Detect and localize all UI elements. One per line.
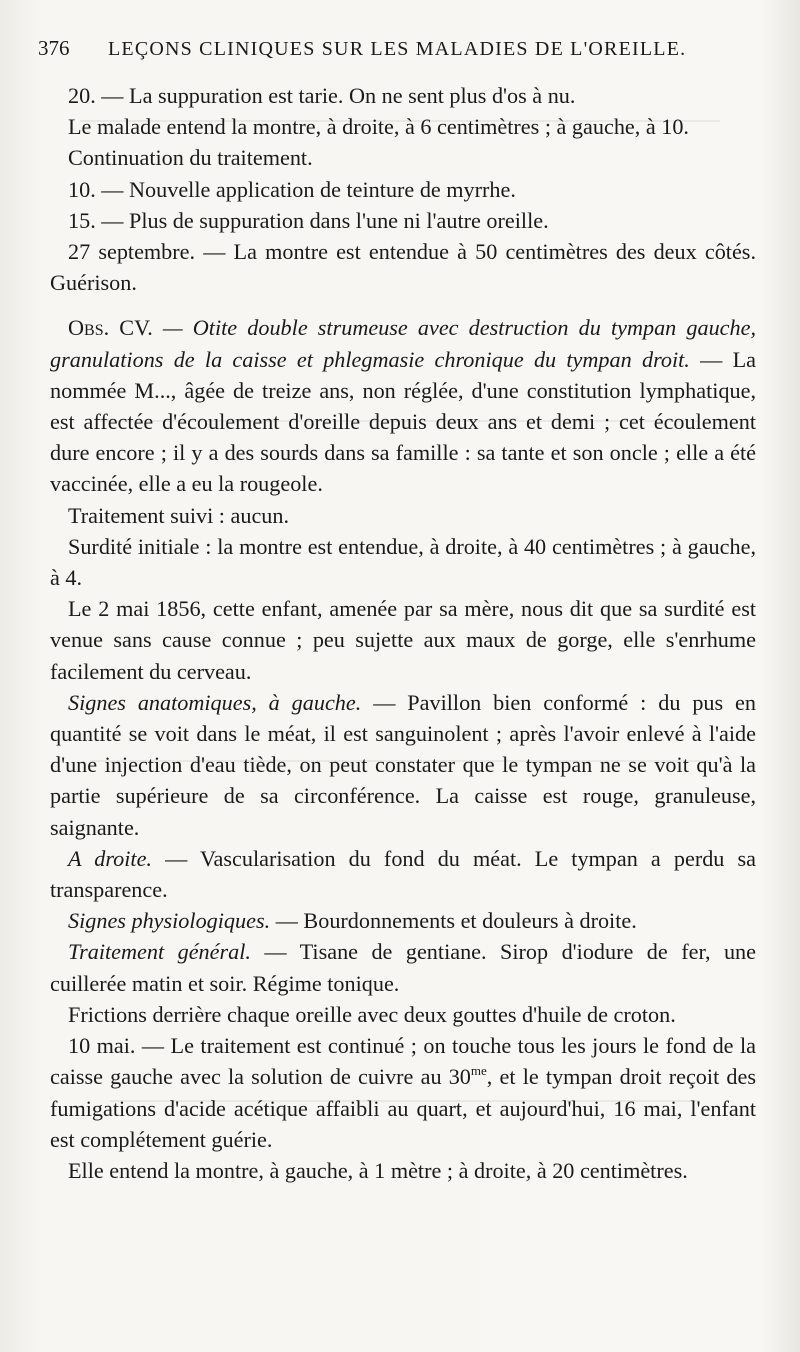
observation-label: Obs. CV. [68,315,153,341]
paragraph [50,936,756,998]
paragraph-text: — La nommée M..., âgée de treize ans, non réglée, d'une constitution lymphatique, est affectée d'écoulement d'oreille depuis deux ans et demi ; cet écoulement dure encore ; il y a des sourds dans sa famille : sa tante et son oncle ; elle a été vaccinée, elle a eu la rougeole. [50,346,756,497]
paragraph-text: Surdité initiale : la montre est entendue, à droite, à 40 centimètres ; à gauche, à 4. [50,533,756,591]
running-header [38,36,758,70]
paragraph-text: Elle entend la montre, à gauche, à 1 mètre ; à droite, à 20 centimètres. [68,1157,688,1183]
paragraph-text: 20. — La suppuration est tarie. On ne sent plus d'os à nu. [68,83,576,108]
paragraph-text: Continuation du traitement. [68,145,313,171]
body-text [50,80,756,1186]
section-heading: Signes anatomiques, à gauche. [68,689,362,715]
paragraph [50,174,756,205]
paragraph-text: , et le tympan droit reçoit des fumigations d'acide acétique affaibli au quart, et aujourd'hui, 16 mai, l'enfant est complétement guérie. [50,1064,756,1152]
paragraph-text: Le 2 mai 1856, cette enfant, amenée par sa mère, nous dit que sa surdité est venue sans cause connue ; peu sujette aux maux de gorge, elle s'enrhume facilement du cerveau. [50,596,756,684]
paragraph [50,80,756,111]
paragraph-text: 10. — Nouvelle application de teinture de myrrhe. [68,176,516,202]
paragraph [50,1030,756,1155]
paragraph-text: 15. — Plus de suppuration dans l'une ni l'autre oreille. [68,207,549,233]
section-heading: Signes physiologiques. [68,908,271,934]
paragraph [50,905,756,936]
paragraph [50,843,756,905]
paragraph-text: — Tisane de gentiane. Sirop d'iodure de fer, une cuillerée matin et soir. Régime tonique. [50,939,756,996]
paragraph-text: Frictions derrière chaque oreille avec deux gouttes d'huile de croton. [68,1001,676,1027]
paragraph-text: Le malade entend la montre, à droite, à 6 centimètres ; à gauche, à 10. [68,114,689,140]
paragraph [50,500,756,531]
paragraph [50,1155,756,1186]
paragraph-text: 10 mai. — Le traitement est continué ; on touche tous les jours le fond de la caisse gauche avec la solution de cuivre au 30 [50,1033,756,1090]
page-number: 376 [38,36,70,60]
observation-paragraph [50,312,756,499]
section-heading: Traitement général. [68,939,251,965]
paragraph [50,236,756,298]
paragraph-text: — Bourdonnements et douleurs à droite. [270,908,637,934]
running-title: LEÇONS CLINIQUES SUR LES MALADIES DE L'OREILLE. [108,38,687,60]
paragraph-text: — Pavillon bien conformé : du pus en quantité se voit dans le méat, il est sanguinolent ; après l'avoir enlevé à l'aide d'une injection d'eau tiède, on peut constater que le tympan ne se voit qu'à la partie supérieure de sa circonférence. La caisse est rouge, granuleuse, saignante. [50,689,756,840]
paragraph [50,111,756,142]
observation-title: — Otite double strumeuse avec destruction du tympan gauche, granulations de la caisse et phlegmasie chronique du tympan droit. [50,315,757,372]
superscript: me [470,1063,487,1079]
paragraph-text: 27 septembre. — La montre est entendue à 50 centimètres des deux côtés. Guérison. [50,239,756,296]
paragraph [50,593,756,687]
paragraph [50,531,756,593]
paragraph [50,205,756,236]
section-heading: A droite. [68,845,152,871]
paragraph [50,999,756,1030]
paragraph-text: Traitement suivi : aucun. [68,502,290,528]
paragraph [50,142,756,173]
paragraph [50,687,756,843]
paragraph-text: — Vascularisation du fond du méat. Le tympan a perdu sa transparence. [50,845,756,903]
